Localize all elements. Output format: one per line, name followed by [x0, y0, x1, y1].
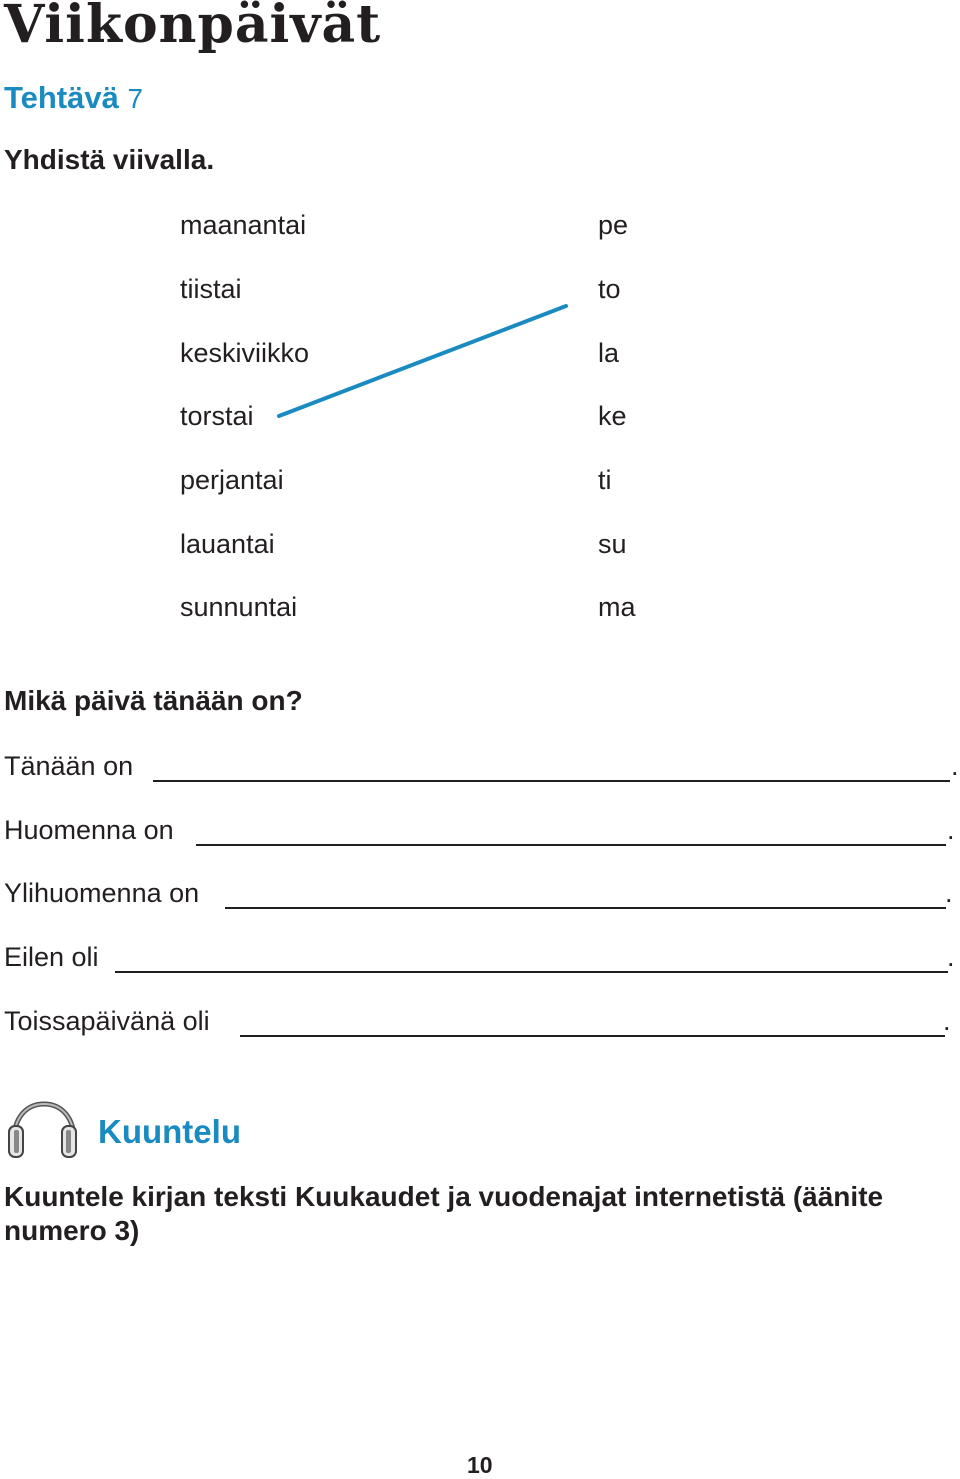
task-number: 7: [127, 83, 144, 114]
day-abbr-item: ma: [598, 592, 636, 622]
day-full-item: torstai: [180, 401, 254, 431]
day-abbr-item: pe: [598, 210, 629, 240]
day-full-item: perjantai: [180, 465, 284, 495]
fill-line-label: Tänään on: [4, 751, 134, 781]
fill-line-label: Ylihuomenna on: [4, 878, 200, 908]
day-full-item: lauantai: [180, 529, 275, 559]
page-title: Viikonpäivät: [4, 0, 382, 55]
day-full-item: tiistai: [180, 274, 242, 304]
day-abbr-item: su: [598, 529, 627, 559]
fill-line-period: .: [947, 942, 955, 972]
day-full-item: sunnuntai: [180, 592, 298, 622]
fill-line-label: Toissapäivänä oli: [4, 1006, 210, 1036]
headphones-icon: [9, 1104, 76, 1157]
listening-instruction: Kuuntele kirjan teksti Kuukaudet ja vuodenajat internetistä (äänite numero 3): [4, 1181, 884, 1246]
fill-line-label: Eilen oli: [4, 942, 99, 972]
day-full-item: keskiviikko: [180, 338, 310, 368]
day-abbr-item: to: [598, 274, 621, 304]
listening-heading: Kuuntelu: [98, 1113, 241, 1150]
instruction: Yhdistä viivalla.: [4, 144, 215, 175]
question-heading: Mikä päivä tänään on?: [4, 685, 303, 716]
page-number: 10: [467, 1452, 493, 1478]
fill-line-period: .: [947, 815, 955, 845]
fill-line-label: Huomenna on: [4, 815, 174, 845]
fill-line-period: .: [945, 878, 953, 908]
fill-line-period: .: [943, 1006, 951, 1036]
fill-line-period: .: [951, 751, 959, 781]
task-label: Tehtävä: [4, 80, 119, 115]
day-abbr-item: la: [598, 338, 620, 368]
day-abbr-item: ke: [598, 401, 627, 431]
day-full-item: maanantai: [180, 210, 307, 240]
day-abbr-item: ti: [598, 465, 612, 495]
